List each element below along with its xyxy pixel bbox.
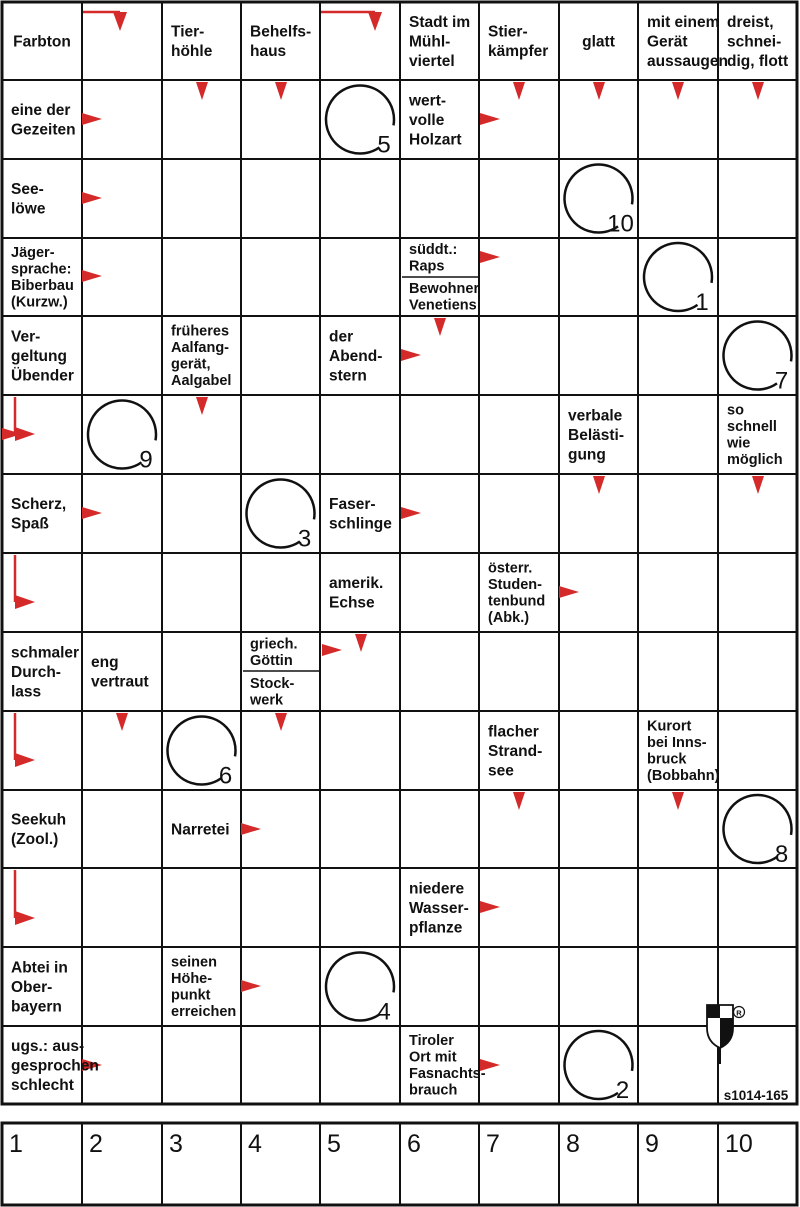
clue-line: Tier-	[171, 23, 205, 41]
clue-line: erreichen	[171, 1003, 237, 1020]
clue-line: seinen	[171, 954, 217, 971]
clue-line: Göttin	[250, 652, 293, 669]
clue-line: Stadt im	[409, 13, 471, 31]
clue-line: glatt	[582, 33, 615, 51]
clue-line: (Bobbahn)	[647, 767, 720, 784]
clue-line: Wasser-	[409, 899, 469, 917]
puzzle-code: s1014-165	[723, 1088, 789, 1103]
clue-line: viertel	[409, 52, 455, 70]
clue-line: eine der	[11, 102, 71, 120]
clue-text	[13, 33, 71, 50]
clue-line: Studen-	[488, 576, 542, 593]
clue-line: See-	[11, 181, 44, 199]
clue-line: Farbton	[13, 33, 71, 51]
circle-number: 5	[377, 131, 391, 159]
clue-line: Durch-	[11, 663, 61, 681]
clue-line: Behelfs-	[250, 23, 312, 41]
clue-line: kämpfer	[488, 43, 549, 61]
clue-line: Venetiens	[409, 297, 477, 314]
clue-line: Höhe-	[171, 970, 213, 987]
clue-line: schlecht	[11, 1076, 74, 1094]
clue-line: schnei-	[727, 33, 782, 51]
registered-letter: R	[736, 1008, 742, 1018]
circle-number: 4	[377, 998, 391, 1026]
clue-line: Aalfang-	[171, 339, 229, 356]
clue-line: Belästi-	[568, 426, 624, 444]
clue-line: Echse	[329, 594, 375, 612]
circle-number: 8	[774, 841, 789, 868]
clue-line: verbale	[568, 407, 623, 425]
clue-line: Kurort	[647, 718, 692, 735]
solution-number: 10	[725, 1130, 753, 1158]
clue-line: höhle	[171, 43, 213, 61]
shield-quarter	[707, 1005, 720, 1018]
clue-line: Jäger-	[11, 244, 55, 261]
solution-number: 9	[645, 1130, 659, 1158]
clue-line: aussaugen	[647, 52, 728, 70]
solution-number: 2	[89, 1130, 103, 1158]
clue-line: schmaler	[11, 644, 80, 662]
clue-line: (Kurzw.)	[11, 294, 68, 311]
clue-line: Ober-	[11, 978, 53, 996]
clue-line: Raps	[409, 258, 445, 275]
clue-line: früheres	[171, 323, 230, 340]
clue-line: amerik.	[329, 575, 384, 593]
clue-line: Aalgabel	[171, 372, 232, 389]
clue-text	[409, 281, 479, 314]
clue-line: Spaß	[11, 515, 49, 533]
clue-line: lass	[11, 683, 42, 701]
clue-line: löwe	[11, 200, 46, 218]
circle-number: 7	[774, 367, 789, 395]
clue-line: Ort mit	[409, 1049, 457, 1066]
clue-text	[171, 821, 230, 838]
clue-line: ugs.: aus-	[11, 1037, 85, 1055]
solution-number: 7	[486, 1130, 500, 1158]
circle-number: 6	[218, 762, 233, 790]
clue-line: gerät,	[171, 356, 211, 373]
clue-line: der	[329, 328, 354, 346]
circle-number: 10	[607, 210, 634, 238]
clue-line: brauch	[409, 1082, 458, 1099]
clue-line: griech.	[250, 636, 298, 653]
clue-line: Gerät	[647, 33, 688, 51]
circle-number: 9	[139, 446, 153, 474]
clue-line: bei Inns-	[647, 734, 707, 751]
clue-line: Ver-	[11, 328, 41, 346]
clue-line: Tiroler	[409, 1032, 454, 1049]
clue-line: mit einem	[647, 13, 720, 31]
clue-line: volle	[409, 111, 445, 129]
solution-number: 5	[327, 1130, 341, 1158]
clue-line: (Zool.)	[11, 831, 59, 849]
clue-line: dig, flott	[727, 52, 789, 70]
clue-line: werk	[250, 692, 284, 709]
clue-line: Biberbau	[11, 277, 74, 294]
clue-line: Faser-	[329, 496, 376, 514]
clue-line: eng	[91, 654, 119, 672]
clue-line: Mühl-	[409, 33, 451, 51]
clue-line: gung	[568, 446, 606, 464]
clue-line: pflanze	[409, 919, 463, 937]
clue-line: Strand-	[488, 742, 543, 760]
clue-line: tenbund	[488, 593, 546, 610]
solution-number: 3	[169, 1130, 183, 1158]
solution-number: 8	[566, 1130, 580, 1158]
clue-text	[582, 33, 615, 50]
clue-line: Holzart	[409, 131, 462, 149]
clue-line: (Abk.)	[488, 609, 530, 626]
clue-line: Scherz,	[11, 496, 67, 514]
clue-line: Abtei in	[11, 959, 68, 977]
clue-line: punkt	[171, 987, 211, 1004]
clue-line: Bewohner	[409, 280, 480, 297]
clue-line: stern	[329, 367, 367, 385]
clue-line: see	[488, 762, 514, 780]
clue-text	[409, 880, 469, 936]
clue-line: Stock-	[250, 675, 295, 692]
clue-line: wert-	[409, 92, 447, 110]
clue-line: so	[727, 402, 744, 419]
clue-line: Stier-	[488, 23, 528, 41]
clue-line: gesprochen	[11, 1057, 99, 1075]
solution-number: 6	[407, 1130, 421, 1158]
clue-line: Narretei	[171, 821, 230, 839]
circle-number: 3	[297, 525, 312, 553]
clue-line: wie	[727, 435, 751, 452]
clue-line: schnell	[727, 418, 777, 435]
clue-line: Fasnachts-	[409, 1065, 486, 1082]
solution-number: 1	[9, 1130, 23, 1158]
clue-line: bruck	[647, 751, 687, 768]
clue-line: Seekuh	[11, 811, 67, 829]
clue-line: Übender	[11, 367, 74, 385]
clue-line: süddt.:	[409, 241, 458, 258]
clue-line: möglich	[727, 451, 783, 468]
circle-number: 2	[615, 1077, 630, 1104]
clue-line: Gezeiten	[11, 121, 76, 139]
clue-line: flacher	[488, 723, 539, 741]
clue-text	[250, 636, 298, 669]
clue-line: sprache:	[11, 261, 72, 278]
clue-line: Abend-	[329, 347, 383, 365]
clue-line: schlinge	[329, 515, 392, 533]
clue-line: geltung	[11, 347, 67, 365]
solution-number: 4	[248, 1130, 262, 1158]
clue-line: österr.	[488, 560, 533, 577]
clue-line: dreist,	[727, 13, 774, 31]
clue-line: bayern	[11, 998, 62, 1016]
clue-line: haus	[250, 43, 287, 61]
circle-number: 1	[695, 289, 709, 316]
clue-line: niedere	[409, 880, 465, 898]
clue-line: vertraut	[91, 673, 149, 691]
